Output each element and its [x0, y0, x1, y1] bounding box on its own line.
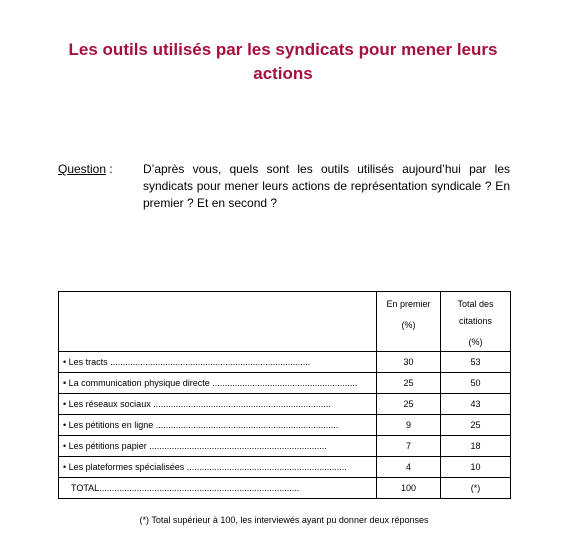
row-leader-dots: ................................................................................ — [110, 357, 311, 367]
header-en-premier — [377, 292, 441, 352]
table-row — [59, 415, 511, 436]
total-leader-dots: ................................................................................ — [99, 483, 300, 493]
header-total-citations — [441, 292, 511, 352]
row-label-text: • Les réseaux sociaux — [63, 399, 151, 409]
header-total-citations-unit: (%) — [468, 337, 483, 347]
footnote: (*) Total supérieur à 100, les interviewés ayant pu donner deux réponses — [139, 515, 429, 525]
row-value-total: 18 — [441, 436, 511, 457]
question-label-separator: : — [106, 162, 113, 176]
header-blank-cell — [59, 292, 377, 352]
row-label-text: • Les pétitions papier — [63, 441, 147, 451]
page-title-line-2: actions — [253, 64, 313, 83]
page-title — [40, 38, 526, 86]
row-label — [59, 457, 377, 478]
header-en-premier-unit: (%) — [401, 320, 416, 330]
row-value-first: 25 — [377, 373, 441, 394]
header-total-citations-label: Total des citations — [457, 299, 494, 326]
row-value-total: 50 — [441, 373, 511, 394]
table-total-row — [59, 478, 511, 499]
header-en-premier-label: En premier — [386, 299, 431, 309]
row-label — [59, 352, 377, 373]
row-label — [59, 373, 377, 394]
results-table — [58, 291, 511, 499]
row-value-first: 9 — [377, 415, 441, 436]
row-label-text: • Les pétitions en ligne — [63, 420, 154, 430]
table-row — [59, 394, 511, 415]
row-label-text: • La communication physique directe — [63, 378, 210, 388]
row-value-first: 30 — [377, 352, 441, 373]
row-label-text: • Les plateformes spécialisées — [63, 462, 185, 472]
row-label-text: • Les tracts — [63, 357, 108, 367]
table-row — [59, 352, 511, 373]
total-value-total: (*) — [441, 478, 511, 499]
row-value-total: 43 — [441, 394, 511, 415]
table-row — [59, 373, 511, 394]
total-label — [59, 478, 377, 499]
row-value-first: 4 — [377, 457, 441, 478]
row-leader-dots: ....................................................................... — [153, 399, 331, 409]
total-label-text: TOTAL — [71, 483, 100, 493]
table-row — [59, 436, 511, 457]
row-label — [59, 394, 377, 415]
question-label — [58, 161, 113, 178]
row-leader-dots: ......................................................................... — [155, 420, 339, 430]
row-value-total: 53 — [441, 352, 511, 373]
row-label — [59, 436, 377, 457]
row-leader-dots: .......................................................... — [212, 378, 358, 388]
table-row — [59, 457, 511, 478]
total-value-first: 100 — [377, 478, 441, 499]
row-value-total: 25 — [441, 415, 511, 436]
row-leader-dots: ....................................................................... — [149, 441, 327, 451]
page-title-line-1: Les outils utilisés par les syndicats pour mener leurs — [68, 40, 498, 59]
row-value-first: 25 — [377, 394, 441, 415]
row-leader-dots: ................................................................ — [186, 462, 347, 472]
question-label-word: Question — [58, 162, 107, 176]
row-label — [59, 415, 377, 436]
question-text: D’après vous, quels sont les outils utilisés aujourd’hui par les syndicats pour mener leurs actions de représentation syndicale ? En premier ? Et en second ? — [143, 162, 510, 210]
table-header-row — [59, 292, 511, 352]
row-value-first: 7 — [377, 436, 441, 457]
row-value-total: 10 — [441, 457, 511, 478]
